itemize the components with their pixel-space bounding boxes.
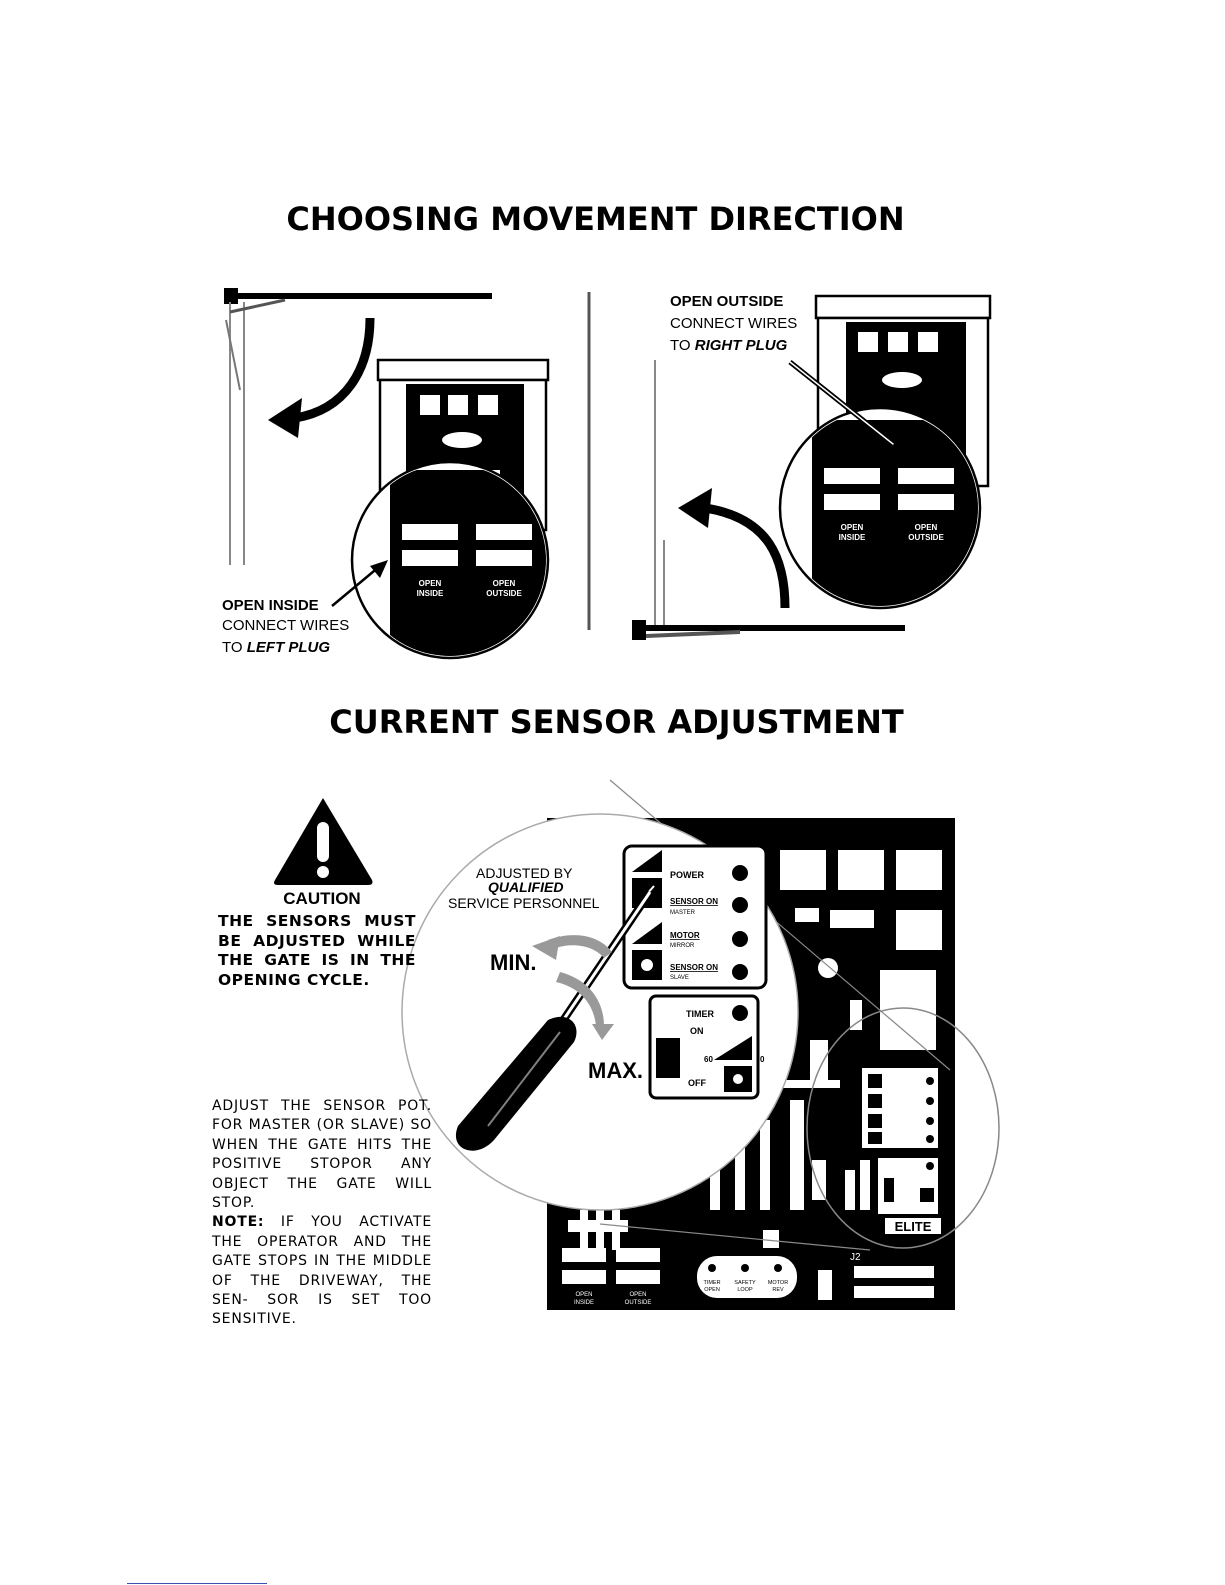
timer-panel — [650, 996, 765, 1098]
sensor-on-master-label: SENSOR ON — [670, 897, 719, 906]
svg-text:SLAVE: SLAVE — [670, 975, 689, 981]
adjusted-by-label: ADJUSTED BY — [476, 865, 573, 881]
power-label: POWER — [670, 870, 705, 880]
svg-text:INSIDE: INSIDE — [573, 1300, 595, 1306]
svg-text:OPEN: OPEN — [418, 579, 442, 588]
svg-text:OUTSIDE: OUTSIDE — [486, 589, 522, 598]
left-motion-arrow — [295, 318, 370, 418]
min-label: MIN. — [490, 950, 537, 975]
adjust-text: ADJUST THE SENSOR POT. FOR MASTER (OR SLAVE) SO WHEN THE GATE HITS THE POSITIVE STOPOR ANY OBJECT THE GATE WILL STOP. — [212, 1098, 432, 1212]
master-led — [732, 897, 748, 913]
board-led-strip — [697, 1256, 797, 1298]
svg-text:OPEN: OPEN — [704, 1287, 720, 1293]
svg-text:MOTOR: MOTOR — [767, 1280, 789, 1286]
slave-led — [732, 964, 748, 980]
left-label-connect: CONNECT WIRES — [222, 617, 350, 634]
caution-warning-icon — [274, 798, 373, 908]
svg-text:OPEN: OPEN — [575, 1292, 593, 1298]
max-label: MAX. — [588, 1058, 643, 1083]
svg-text:MASTER: MASTER — [670, 910, 696, 916]
left-label-plug: TO LEFT PLUG — [222, 639, 331, 656]
svg-text:OPEN: OPEN — [840, 523, 864, 532]
svg-text:J2: J2 — [850, 1252, 861, 1263]
caution-label: CAUTION — [283, 889, 361, 908]
svg-text:MIRROR: MIRROR — [670, 943, 695, 949]
caution-text: THE SENSORS MUST BE ADJUSTED WHILE THE GATE IS IN THE OPENING CYCLE. — [218, 912, 416, 989]
indicator-panel — [624, 846, 766, 988]
svg-text:60: 60 — [704, 1055, 713, 1064]
left-label-open-inside: OPEN INSIDE — [222, 597, 319, 614]
footer-link-line — [127, 1583, 267, 1584]
svg-text:INSIDE: INSIDE — [838, 533, 866, 542]
svg-text:ELITE: ELITE — [894, 1219, 932, 1234]
svg-text:LOOP: LOOP — [737, 1287, 753, 1293]
right-label-plug: TO RIGHT PLUG — [670, 337, 788, 354]
timer-led — [732, 1005, 748, 1021]
note-label: NOTE: — [212, 1214, 265, 1231]
svg-text:OUTSIDE: OUTSIDE — [624, 1300, 652, 1306]
svg-text:REV: REV — [772, 1287, 784, 1293]
svg-text:INSIDE: INSIDE — [416, 589, 444, 598]
svg-text:OUTSIDE: OUTSIDE — [908, 533, 944, 542]
motor-label: MOTOR — [670, 931, 700, 940]
motor-led — [732, 931, 748, 947]
power-led — [732, 865, 748, 881]
svg-text:ON: ON — [690, 1026, 704, 1036]
sensor-adjustment-diagram — [0, 740, 1225, 1340]
title-current-sensor: CURRENT SENSOR ADJUSTMENT — [329, 703, 904, 741]
right-label-open-outside: OPEN OUTSIDE — [670, 293, 784, 310]
big-magnifier — [402, 814, 798, 1210]
svg-text:OPEN: OPEN — [492, 579, 516, 588]
title-movement-direction: CHOOSING MOVEMENT DIRECTION — [286, 200, 905, 238]
svg-text:TIMER: TIMER — [703, 1280, 721, 1286]
sensor-on-slave-label: SENSOR ON — [670, 963, 719, 972]
right-motion-arrow — [705, 508, 785, 608]
svg-text:OPEN: OPEN — [629, 1292, 647, 1298]
note-text: IF YOU ACTIVATE THE OPERATOR AND THE GATE STOPS IN THE MIDDLE OF THE DRIVEWAY, THE SEN- SOR IS SET TOO SENSITIVE. — [212, 1214, 432, 1328]
qualified-label: QUALIFIED — [488, 879, 564, 895]
right-label-connect: CONNECT WIRES — [670, 315, 798, 332]
svg-text:OFF: OFF — [688, 1078, 706, 1088]
board-elite-logo — [885, 1218, 941, 1234]
svg-text:OPEN: OPEN — [914, 523, 938, 532]
timer-label: TIMER — [686, 1009, 714, 1019]
svg-text:0: 0 — [760, 1055, 765, 1064]
adjust-instructions — [212, 1097, 432, 1330]
service-personnel-label: SERVICE PERSONNEL — [448, 895, 600, 911]
movement-direction-diagram — [0, 0, 1225, 700]
svg-text:SAFETY: SAFETY — [734, 1280, 756, 1286]
